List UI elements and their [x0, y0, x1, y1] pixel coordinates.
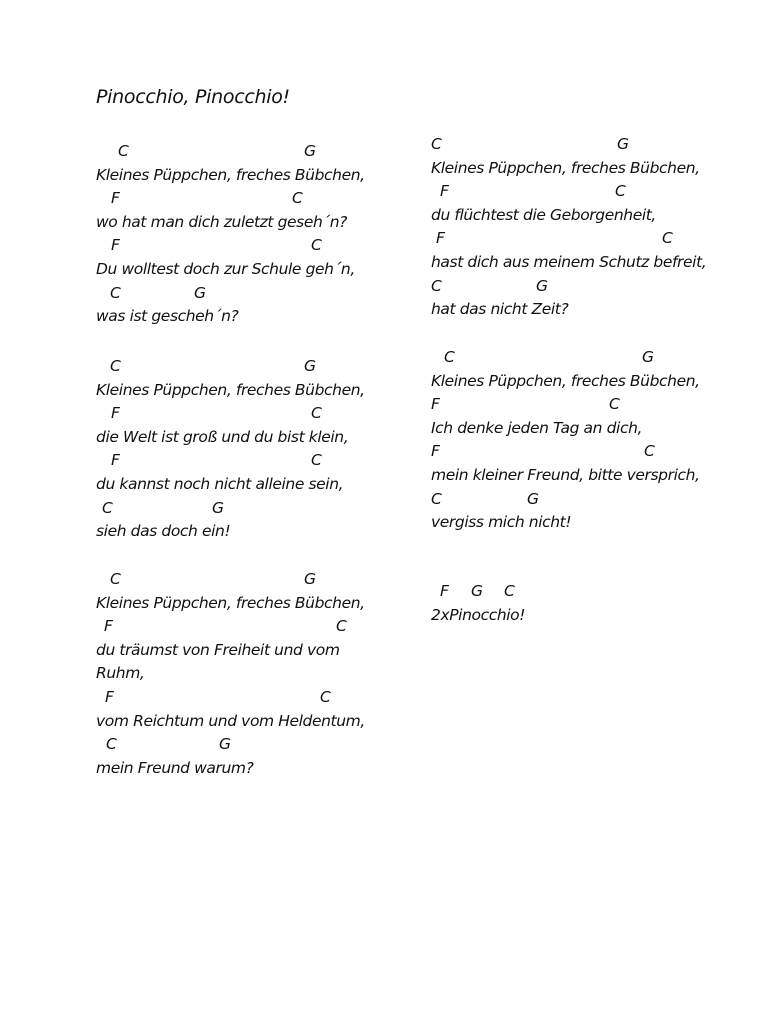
lyric-text: Kleines Püppchen, freches Bübchen, [96, 593, 365, 612]
lyric-line [96, 592, 396, 616]
chord: F [436, 229, 445, 248]
chord: F [105, 687, 114, 706]
lyric-line [431, 370, 731, 394]
chord: C [110, 570, 121, 588]
lyric-text: du flüchtest die Geborgenheit, [431, 205, 656, 224]
verse [431, 346, 731, 535]
chord: F [431, 395, 440, 414]
chord-line [96, 140, 396, 164]
lyric-line [96, 258, 396, 282]
chord: F [104, 617, 113, 636]
lyric-text: Kleines Püppchen, freches Bübchen, [431, 158, 700, 177]
chord: C [110, 357, 121, 375]
chord: C [644, 442, 655, 461]
chord: G [617, 135, 629, 153]
lyric-text: vom Reichtum und vom Heldentum, [96, 711, 365, 730]
lyric-line [96, 757, 396, 781]
chord: G [212, 498, 224, 517]
lyric-line [96, 211, 396, 235]
lyric-text: du kannst noch nicht alleine sein, [96, 474, 344, 493]
chord: G [304, 142, 316, 160]
verse [96, 140, 396, 329]
lyric-line [96, 426, 396, 450]
chord: C [444, 348, 455, 366]
lyric-line [431, 157, 731, 181]
chord-line [96, 234, 396, 258]
chord: F [440, 182, 449, 201]
lyric-text: Du wolltest doch zur Schule geh´n, [96, 259, 355, 278]
chord-line [431, 180, 731, 204]
chord: C [336, 617, 347, 636]
chord: G [219, 735, 231, 754]
chord: F [440, 582, 449, 600]
chord: C [320, 687, 331, 706]
chord: G [536, 276, 548, 295]
chord: F [111, 404, 120, 423]
lyric-line [96, 164, 396, 188]
chord: C [615, 182, 626, 201]
lyric-line [431, 464, 731, 488]
chord-line [431, 133, 731, 157]
lyric-line [96, 639, 396, 663]
chord: C [431, 489, 442, 508]
chord: G [194, 283, 206, 302]
lyric-line [96, 710, 396, 734]
verse [431, 580, 731, 627]
chord: C [292, 189, 303, 208]
chord: F [431, 442, 440, 461]
chord-line [96, 686, 396, 710]
lyric-line [431, 417, 731, 441]
lyric-line [96, 473, 396, 497]
chord-line [96, 615, 396, 639]
chord: G [304, 570, 316, 588]
chord-line [431, 393, 731, 417]
chord-line [96, 355, 396, 379]
lyric-text: 2xPinocchio! [431, 605, 526, 624]
lyric-line [431, 204, 731, 228]
lyric-line [431, 251, 731, 275]
lyric-text: Ruhm, [96, 664, 145, 683]
chord-line [431, 227, 731, 251]
lyric-line [96, 662, 396, 686]
chord-line [96, 187, 396, 211]
lyric-line [96, 305, 396, 329]
lyric-text: hast dich aus meinem Schutz befreit, [431, 252, 707, 271]
chord: F [111, 236, 120, 255]
lyric-text: du träumst von Freiheit und vom [96, 640, 340, 659]
chord: C [504, 582, 515, 600]
chord: C [431, 276, 442, 295]
lyric-line [431, 511, 731, 535]
lyric-text: Kleines Püppchen, freches Bübchen, [96, 380, 365, 399]
lyric-line [96, 379, 396, 403]
chord-line [96, 733, 396, 757]
chord-line [96, 402, 396, 426]
verse [96, 568, 396, 780]
chord: G [304, 357, 316, 375]
lyric-text: sieh das doch ein! [96, 522, 231, 541]
chord: C [431, 135, 442, 153]
chord: C [609, 395, 620, 414]
verse [431, 133, 731, 322]
chord-line [431, 580, 731, 604]
chord: C [118, 142, 129, 160]
chord: C [311, 451, 322, 470]
verse [96, 355, 396, 544]
chord-line [431, 275, 731, 299]
chord: C [662, 229, 673, 248]
song-title: Pinocchio, Pinocchio! [96, 86, 290, 108]
lyric-text: was ist gescheh´n? [96, 307, 239, 326]
lyric-line [96, 520, 396, 544]
lyric-text: wo hat man dich zuletzt geseh´n? [96, 212, 348, 231]
chord-line [96, 568, 396, 592]
lyric-text: mein kleiner Freund, bitte versprich, [431, 465, 700, 484]
chord: G [527, 489, 539, 508]
lyric-text: Kleines Püppchen, freches Bübchen, [96, 165, 365, 184]
lyric-text: die Welt ist groß und du bist klein, [96, 427, 349, 446]
chord: C [311, 236, 322, 255]
chord: F [111, 451, 120, 470]
lyric-text: Ich denke jeden Tag an dich, [431, 418, 643, 437]
lyric-text: mein Freund warum? [96, 758, 254, 777]
lyric-line [431, 604, 731, 628]
chord: G [471, 582, 483, 600]
chord: C [110, 283, 121, 302]
chord-line [96, 497, 396, 521]
chord-line [431, 346, 731, 370]
chord-line [431, 440, 731, 464]
chord: C [106, 735, 117, 754]
lyric-text: hat das nicht Zeit? [431, 300, 569, 319]
chord: F [111, 189, 120, 208]
chord-line [96, 449, 396, 473]
chord: C [311, 404, 322, 423]
chord: G [642, 348, 654, 366]
lyric-text: vergiss mich nicht! [431, 513, 572, 532]
chord-line [96, 282, 396, 306]
chord: C [102, 498, 113, 517]
lyric-text: Kleines Püppchen, freches Bübchen, [431, 371, 700, 390]
chord-line [431, 488, 731, 512]
lyric-line [431, 298, 731, 322]
